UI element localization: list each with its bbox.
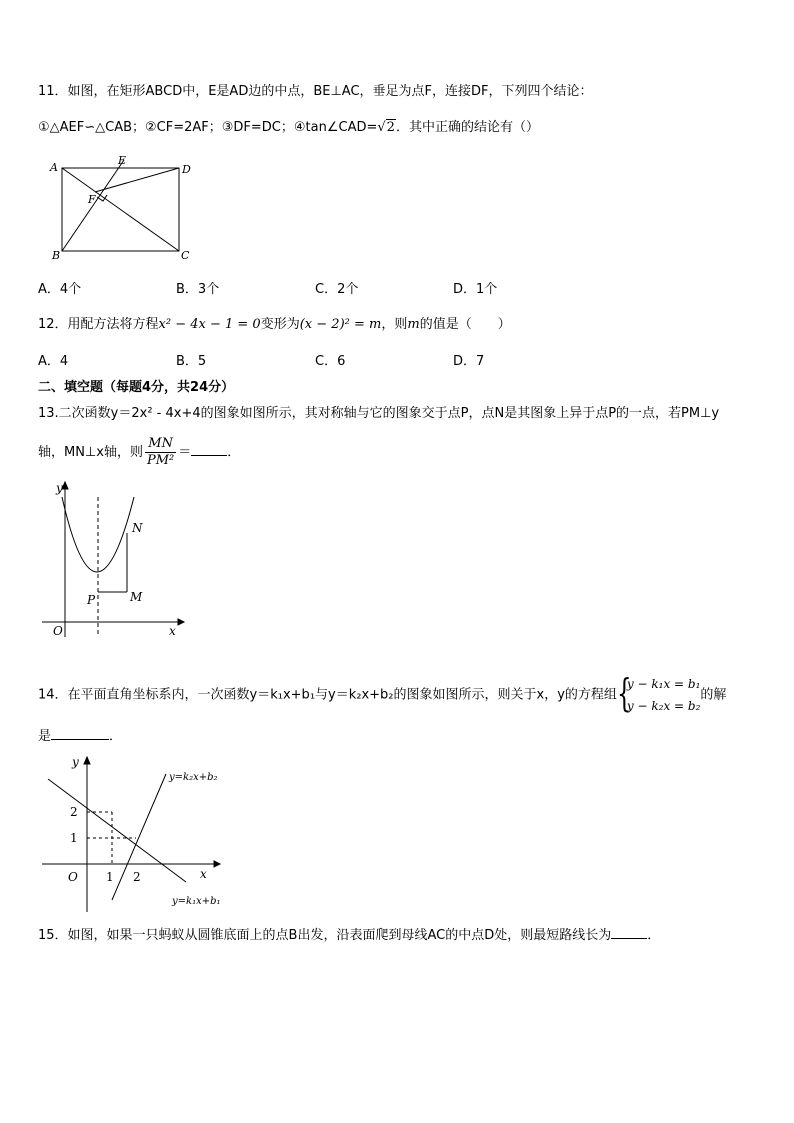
q15-text: 15．如图，如果一只蚂蚁从圆锥底面上的点B出发，沿表面爬到母线AC的中点D处，则最短路线长为 xyxy=(38,928,612,943)
q11-statements xyxy=(38,119,539,137)
q13-period: ． xyxy=(227,445,241,460)
label-x: x xyxy=(200,867,207,881)
sqrt-expression: √2 xyxy=(377,120,395,135)
label-d: D xyxy=(182,163,191,176)
label-y: y xyxy=(72,755,79,769)
q14-line1-end: 的解 xyxy=(700,687,727,703)
system-brace: { xyxy=(616,671,632,715)
q12-suffix-b: 的值是（ ） xyxy=(419,317,511,332)
q12-suffix-a: ，则 xyxy=(381,317,408,332)
q11-question-text: ．其中正确的结论有（） xyxy=(395,120,539,135)
q15-answer-blank[interactable] xyxy=(611,938,647,939)
q12-var-m: m xyxy=(407,317,420,332)
q11-option-a[interactable]: A．4个 xyxy=(38,282,82,297)
label-e: E xyxy=(118,154,127,167)
q15-period: ． xyxy=(647,928,661,943)
q12-transformed-equation: (x − 2)² = m xyxy=(299,317,382,332)
q14-linear-graph-figure xyxy=(38,752,238,917)
q13-equals: ＝ xyxy=(178,445,192,460)
line-ac xyxy=(62,168,179,251)
x-axis-arrow xyxy=(214,861,220,867)
x-axis-arrow xyxy=(178,619,184,625)
q14-line2-text: 是 xyxy=(38,729,52,744)
system-equation-1: y − k₁x = b₁ xyxy=(626,677,701,691)
q11-option-d[interactable]: D．1个 xyxy=(453,282,498,297)
system-equation-2: y − k₂x = b₂ xyxy=(626,699,701,713)
label-m: M xyxy=(130,590,143,604)
tick-x-1: 1 xyxy=(106,870,114,884)
label-y: y xyxy=(56,481,63,495)
q15-stem xyxy=(38,927,660,945)
label-o: O xyxy=(53,624,63,638)
q13-stem-line2 xyxy=(38,436,240,470)
q12-mid: 变形为 xyxy=(260,317,300,332)
label-c: C xyxy=(181,249,190,262)
line-df xyxy=(95,168,179,192)
label-n: N xyxy=(132,521,143,535)
sqrt-radicand: 2 xyxy=(386,120,395,135)
q11-rectangle-figure xyxy=(45,153,205,263)
label-p: P xyxy=(87,593,96,607)
q14-line1-text: 14．在平面直角坐标系内，一次函数y＝k₁x+b₁与y＝k₂x+b₂的图象如图所示，则关于x，y的方程组 xyxy=(38,687,617,703)
q14-period: ． xyxy=(109,729,123,744)
fraction-numerator: MN xyxy=(145,436,176,453)
q12-stem xyxy=(38,316,511,334)
q11-stem-line1: 11．如图，在矩形ABCD中，E是AD边的中点，BE⊥AC，垂足为点F，连接DF，下列四个结论： xyxy=(38,84,593,99)
q11-option-b[interactable]: B．3个 xyxy=(176,282,220,297)
equation-system xyxy=(617,673,701,717)
tick-x-2: 2 xyxy=(133,870,141,884)
q13-stem-line1: 13.二次函数y＝2x² - 4x+4的图象如图所示，其对称轴与它的图象交于点P，点N是其图象上异于点P的一点，若PM⊥y xyxy=(38,406,720,421)
q12-equation: x² − 4x − 1 = 0 xyxy=(158,317,261,332)
tick-y-2: 2 xyxy=(70,805,78,819)
q12-option-b[interactable]: B．5 xyxy=(176,354,207,369)
y-axis-arrow xyxy=(84,757,90,764)
label-x: x xyxy=(169,624,176,638)
tick-y-1: 1 xyxy=(70,831,78,845)
label-o: O xyxy=(68,870,78,884)
q13-answer-blank[interactable] xyxy=(191,455,227,456)
fraction-denominator: PM² xyxy=(146,453,175,468)
q11-option-c[interactable]: C．2个 xyxy=(315,282,359,297)
q12-option-c[interactable]: C．6 xyxy=(315,354,346,369)
q13-fraction xyxy=(145,436,176,469)
q14-stem-line2 xyxy=(38,728,122,746)
label-a: A xyxy=(50,161,58,174)
line-k1 xyxy=(48,779,186,882)
y-axis-arrow xyxy=(62,482,68,489)
label-line-k1: y=k₁x+b₁ xyxy=(172,896,221,907)
q13-parabola-figure xyxy=(38,477,188,642)
q14-answer-blank[interactable] xyxy=(51,739,109,740)
q12-option-a[interactable]: A．4 xyxy=(38,354,69,369)
label-f: F xyxy=(88,193,96,206)
q14-stem-line1 xyxy=(38,673,726,718)
q12-prefix: 12．用配方法将方程 xyxy=(38,317,159,332)
q13-line2-text: 轴，MN⊥x轴，则 xyxy=(38,445,143,460)
section-heading-fill-blank: 二、填空题（每题4分，共24分） xyxy=(38,380,235,395)
q11-statements-text: ①△AEF∽△CAB；②CF=2AF；③DF=DC；④tan∠CAD= xyxy=(38,120,378,135)
label-b: B xyxy=(52,249,61,262)
label-line-k2: y=k₂x+b₂ xyxy=(169,772,218,783)
q12-option-d[interactable]: D．7 xyxy=(453,354,485,369)
